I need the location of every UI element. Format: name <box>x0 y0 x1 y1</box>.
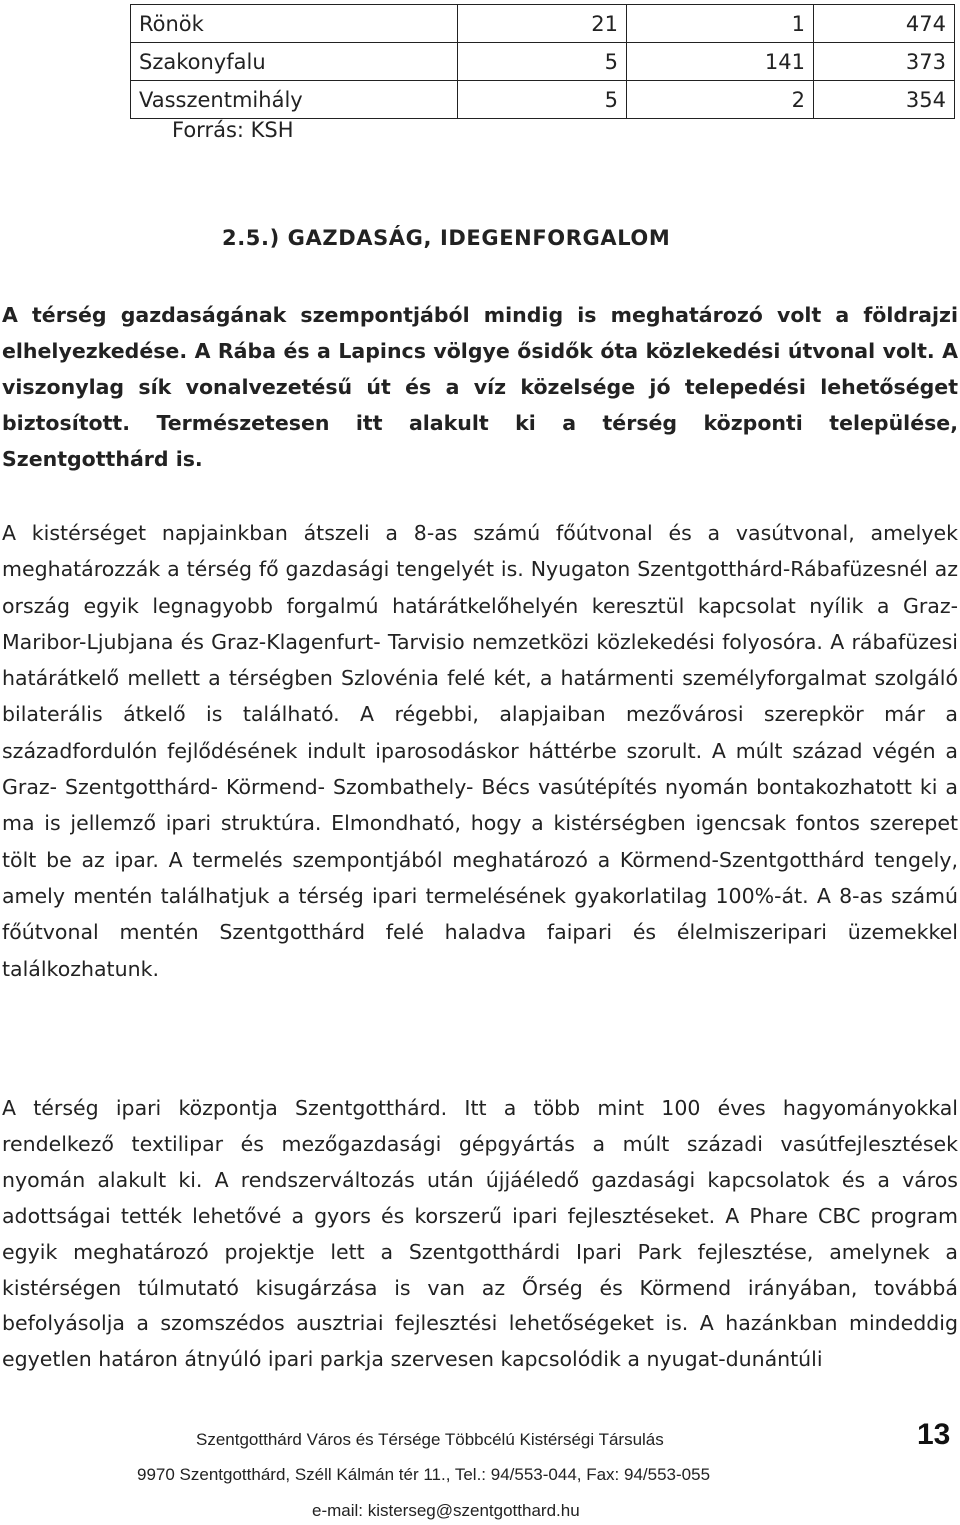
section-heading: 2.5.) GAZDASÁG, IDEGENFORGALOM <box>222 226 671 250</box>
footer-email: e-mail: kisterseg@szentgotthard.hu <box>312 1501 580 1520</box>
page-number: 13 <box>917 1418 951 1451</box>
table-row <box>131 81 955 119</box>
table-cell: 5 <box>458 81 627 119</box>
table-cell: 373 <box>814 43 955 81</box>
table-cell: 1 <box>627 5 814 43</box>
settlement-name: Vasszentmihály <box>131 81 458 119</box>
settlement-name: Szakonyfalu <box>131 43 458 81</box>
body-paragraph: A kistérséget napjainkban átszeli a 8-as számú főútvonal és a vasútvonal, amelyek meghatározzák a térség fő gazdasági tengelyét is. Nyugaton Szentgotthárd-Rábafüzesnél az ország egyik legnagyobb forgalmú határátkelőhelyén keresztül kapcsolat nyílik a Graz-Maribor-Ljubjana és Graz-Klagenfurt- Tarvisio nemzetközi közlekedési folyosóra. A rábafüzesi határátkelő mellett a térségben Szlovénia felé két, a határmenti személyforgalmat szolgáló bilaterális átkelő is található. A régebbi, alapjaiban mezővárosi szerepkör már a századfordulón fejlődésének indult iparosodáskor háttérbe szorult. A múlt század végén a Graz- Szentgotthárd- Körmend- Szombathely- Bécs vasútépítés nyomán bontakozhatott ki a ma is jellemző ipari struktúra. Elmondható, hogy a kistérségben igencsak fontos szerepet tölt be az ipar. A termelés szempontjából meghatározó a Körmend-Szentgotthárd tengely, amely mentén találhatjuk a térség ipari termelésének gyakorlatilag 100%-át. A 8-as számú főútvonal mentén Szentgotthárd felé haladva faipari és élelmiszeripari üzemekkel találkozhatunk. <box>2 521 958 981</box>
table-cell: 2 <box>627 81 814 119</box>
settlement-name: Rönök <box>131 5 458 43</box>
table-cell: 5 <box>458 43 627 81</box>
table-row <box>131 5 955 43</box>
footer-organization: Szentgotthárd Város és Térsége Többcélú Kistérségi Társulás <box>196 1430 664 1449</box>
table-row <box>131 43 955 81</box>
settlement-table <box>130 4 955 119</box>
table-cell: 354 <box>814 81 955 119</box>
intro-paragraph: A térség gazdaságának szempontjából mindig is meghatározó volt a földrajzi elhelyezkedése. A Rába és a Lapincs völgye ősidők óta közlekedési útvonal volt. A viszonylag sík vonalvezetésű út és a víz közelsége jó telepedési lehetőséget biztosított. Természetesen itt alakult ki a térség központi települése, Szentgotthárd is. <box>2 303 958 471</box>
body-paragraph: A térség ipari központja Szentgotthárd. Itt a több mint 100 éves hagyományokkal rendelkező textilipar és mezőgazdasági gépgyártás a múlt századi vasútfejlesztések nyomán alakult ki. A rendszerváltozás után újjáéledő gazdasági kapcsolatok és a város adottságai tették lehetővé a gyors és korszerű ipari fejlesztéseket. A Phare CBC program egyik meghatározó projektje lett a Szentgotthárdi Ipari Park fejlesztése, amelynek a kistérségen túlmutató kisugárzása is van az Őrség és Körmend irányában, továbbá befolyásolja a szomszédos ausztriai fejlesztési lehetőségeket is. A hazánkban mindeddig egyetlen határon átnyúló ipari parkja szervesen kapcsolódik a nyugat-dunántúli <box>2 1096 958 1372</box>
table-cell: 474 <box>814 5 955 43</box>
table-cell: 141 <box>627 43 814 81</box>
table-cell: 21 <box>458 5 627 43</box>
table-source: Forrás: KSH <box>172 118 294 142</box>
footer-address: 9970 Szentgotthárd, Széll Kálmán tér 11., Tel.: 94/553-044, Fax: 94/553-055 <box>137 1465 711 1484</box>
